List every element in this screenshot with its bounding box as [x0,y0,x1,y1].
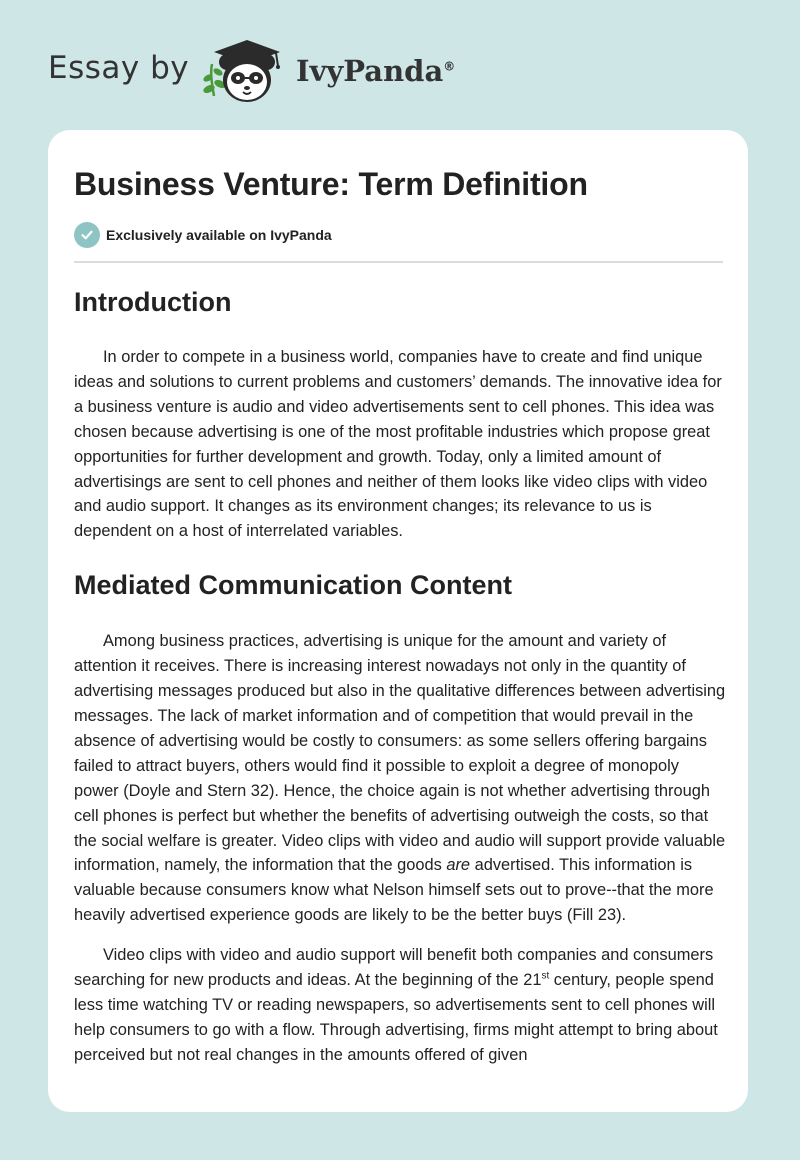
section-heading-introduction: Introduction [74,287,232,317]
badge-text: Exclusively available on IvyPanda [106,227,332,243]
article-card [48,130,748,1112]
site-header [0,0,800,130]
essay-by-label: Essay by [48,50,190,86]
emphasis: are [446,856,471,875]
brand-name[interactable]: IvyPanda® [296,54,456,88]
panda-logo-icon[interactable] [200,34,292,108]
page-title: Business Venture: Term Definition [74,166,588,202]
section-heading-mediated-communication: Mediated Communication Content [74,570,512,601]
check-icon [74,222,100,248]
divider [74,261,723,263]
paragraph: Among business practices, advertising is unique for the amount and variety of attention it receives. There is increasing interest nowadays not only in the quantity of advertising messages produced but also in the qualitative differences between advertising messages. The lack of market information and of competition that would prevail in the absence of advertising would be costly to consumers: as some sellers offering bargains failed to attract buyers, others would find it possible to exploit a degree of monopoly power (Doyle and Stern 32). Hence, the choice again is not whether advertising through cell phones is perfect but whether the benefits of advertising outweigh the costs, so that the social welfare is greater. Video clips with video and audio will support provide valuable information, namely, the information that the goods are advertised. This information is valuable because consumers know what Nelson himself sets out to prove--that the more heavily advertised experience goods are likely to be the better buys (Fill 23). [74,632,726,925]
ordinal-suffix: st [541,970,550,982]
article-body [74,280,726,1068]
paragraph: Video clips with video and audio support will benefit both companies and consumers searching for new products and ideas. At the beginning of the 21st century, people spend less time watching TV or reading newspapers, so advertisements sent to cell phones will help consumers to go with a flow. Through advertising, firms might attempt to bring about perceived but not real changes in the amounts offered of given [74,946,718,1064]
paragraph: In order to compete in a business world, companies have to create and find unique ideas and solutions to current problems and customers’ demands. The innovative idea for a business venture is audio and video advertisements sent to cell phones. This idea was chosen because advertising is one of the most profitable industries which propose great opportunities for further development and growth. Today, only a limited amount of advertisings are sent to cell phones and neither of them looks like video clips with video and audio support. It changes as its environment changes; its relevance to us is dependent on a host of interrelated variables. [74,348,722,541]
registered-mark: ® [443,59,456,74]
exclusive-badge [74,222,332,248]
